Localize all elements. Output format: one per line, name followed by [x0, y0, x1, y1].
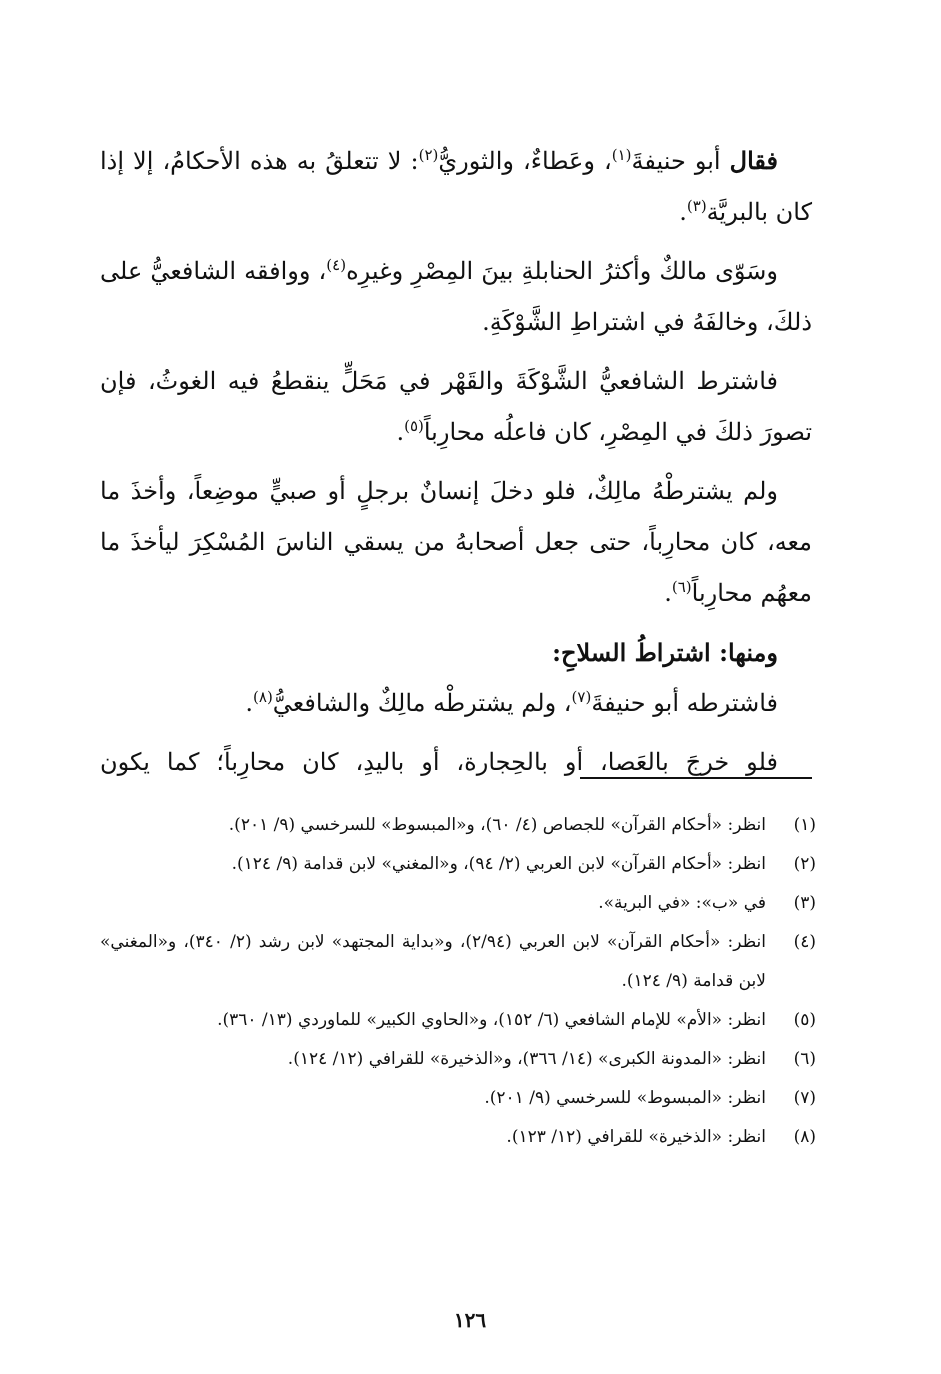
text-run: فاشترط الشافعيُّ الشَّوْكَةَ والقَهْر في مَحَلٍّ ينقطعُ فيه الغوثُ، فإن تصورَ ذلكَ في المِصْرِ، كان فاعلُه محارِباً — [100, 367, 812, 446]
page-number: ١٢٦ — [453, 1308, 487, 1332]
paragraph-7 — [100, 737, 812, 788]
footnote-number: (٦) — [793, 1049, 816, 1069]
footnote-number: (١) — [793, 815, 816, 835]
footnote-ref-1: (١) — [611, 146, 632, 164]
heading-text: اشتراطُ السلاحِ: — [552, 638, 720, 667]
footnote-number: (٧) — [793, 1088, 816, 1108]
lead-word: فقال — [729, 146, 778, 175]
text-run: ، وعَطاءٌ، والثوريُّ — [438, 147, 612, 175]
footnote-ref-6: (٦) — [671, 578, 692, 596]
paragraph-4 — [100, 466, 812, 619]
footnote-item — [100, 1040, 816, 1079]
text-run: ، ولم يشترطْه مالِكٌ والشافعيُّ — [272, 689, 572, 717]
footnote-item — [100, 1079, 816, 1118]
footnote-item — [100, 1118, 816, 1157]
text-run: : لا تتعلقُ به هذه الأحكامُ، إلا إذا كان بالبريَّة — [100, 147, 812, 226]
text-run: وسَوّى مالكٌ وأكثرُ الحنابلةِ بينَ المِصْرِ وغيرِه — [346, 257, 778, 285]
paragraph-2 — [100, 246, 812, 348]
footnote-ref-8: (٨) — [253, 688, 273, 706]
paragraph-1 — [100, 135, 812, 238]
text-run: فلو خرجَ بالعَصا، أو بالحِجارة، أو باليدِ، كان محارِباً؛ كما يكون — [100, 748, 778, 776]
footnote-ref-5: (٥) — [404, 417, 424, 435]
footnote-ref-3: (٣) — [686, 197, 707, 215]
footnote-ref-2: (٢) — [418, 146, 439, 164]
text-run: فاشترطه أبو حنيفةَ — [591, 689, 778, 717]
footnote-text: انظر: «المدونة الكبرى» (١٤/ ٣٦٦)، و«الذخيرة» للقرافي (١٢/ ١٢٤). — [287, 1049, 766, 1069]
footnote-item — [100, 884, 816, 923]
footnote-item — [100, 806, 816, 845]
footnote-item — [100, 845, 816, 884]
text-run: . — [245, 689, 254, 717]
paragraph-6 — [100, 678, 812, 729]
footnotes — [100, 806, 816, 1157]
footnote-text: انظر: «الأم» للإمام الشافعي (٦/ ١٥٢)، و«الحاوي الكبير» للماوردي (١٣/ ٣٦٠). — [217, 1010, 766, 1030]
text-run: أبو حنيفةَ — [631, 147, 730, 175]
text-run: ولم يشترطْهُ مالِكٌ، فلو دخلَ إنسانٌ برجلٍ أو صبيٍّ موضِعاً، وأخذَ ما معه، كان محارِباً، حتى جعل أصحابهُ من يسقي الناسَ المُسْكِرَ ليأخذَ ما معهُم محارِباً — [100, 477, 812, 607]
footnote-text: انظر: «أحكام القرآن» لابن العربي (٢/ ٩٤)، و«المغني» لابن قدامة (٩/ ١٢٤). — [231, 854, 766, 874]
text-run: . — [396, 418, 405, 446]
footnote-ref-7: (٧) — [571, 688, 592, 706]
main-text — [100, 135, 812, 796]
footnote-separator — [580, 777, 812, 779]
footnote-text: انظر: «أحكام القرآن» لابن العربي (٢/٩٤)، و«بداية المجتهد» لابن رشد (٢/ ٣٤٠)، و«المغني» لابن قدامة (٩/ ١٢٤). — [100, 932, 767, 991]
footnote-number: (٤) — [793, 932, 816, 952]
text-run: . — [664, 579, 672, 607]
section-heading — [100, 627, 812, 678]
footnote-number: (٣) — [793, 893, 816, 913]
footnote-number: (٨) — [793, 1127, 816, 1147]
paragraph-3 — [100, 356, 812, 458]
footnote-number: (٢) — [793, 854, 816, 874]
footnote-item — [100, 923, 816, 1001]
footnote-number: (٥) — [793, 1010, 816, 1030]
footnote-text: انظر: «المبسوط» للسرخسي (٩/ ٢٠١). — [484, 1088, 766, 1108]
text-run: ، ووافقه الشافعيُّ على ذلكَ، وخالفَهُ في اشتراطِ الشَّوْكَةِ. — [100, 257, 812, 336]
footnote-text: انظر: «الذخيرة» للقرافي (١٢/ ١٢٣). — [506, 1127, 766, 1147]
footnote-ref-4: (٤) — [326, 256, 347, 274]
footnote-text: انظر: «أحكام القرآن» للجصاص (٤/ ٦٠)، و«المبسوط» للسرخسي (٩/ ٢٠١). — [228, 815, 766, 835]
footnote-text: في «ب»: «في البرية». — [598, 893, 766, 913]
text-run: . — [679, 198, 687, 226]
heading-lead: ومنها: — [719, 638, 778, 667]
footnote-item — [100, 1001, 816, 1040]
